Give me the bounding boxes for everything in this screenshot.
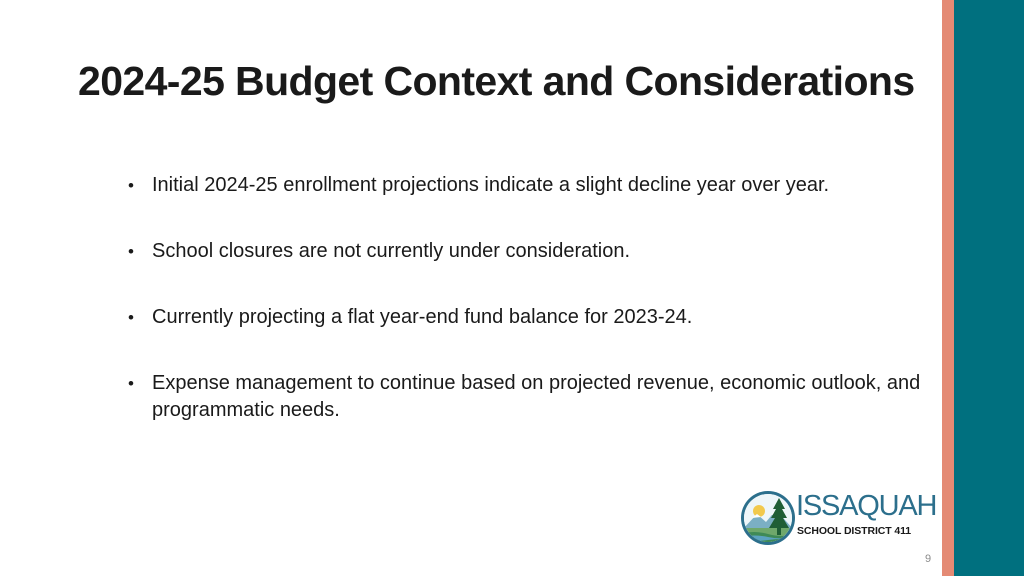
bullet-item — [128, 238, 928, 265]
bullet-text: Currently projecting a flat year-end fund balance for 2023-24. — [152, 306, 693, 328]
bullet-text: Expense management to continue based on projected revenue, economic outlook, and programmatic needs. — [152, 372, 921, 421]
bullet-text: School closures are not currently under consideration. — [152, 240, 631, 262]
side-panel — [954, 0, 1024, 576]
slide-title: 2024-25 Budget Context and Considerations — [78, 58, 915, 104]
tree-mountain-icon — [740, 490, 796, 546]
bullet-item — [128, 304, 928, 331]
bullet-list — [128, 172, 928, 463]
logo-subtitle: SCHOOL DISTRICT 411 — [797, 525, 912, 537]
page-number: 9 — [925, 553, 932, 565]
bullet-item — [128, 172, 928, 199]
bullet-marker: • — [128, 374, 134, 393]
bullet-marker: • — [128, 242, 134, 261]
accent-stripe — [942, 0, 954, 576]
bullet-item — [128, 370, 928, 424]
logo-name: ISSAQUAH — [796, 490, 937, 522]
district-logo — [740, 488, 937, 550]
bullet-marker: • — [128, 176, 134, 195]
bullet-marker: • — [128, 308, 134, 327]
bullet-text: Initial 2024-25 enrollment projections indicate a slight decline year over year. — [152, 174, 830, 196]
